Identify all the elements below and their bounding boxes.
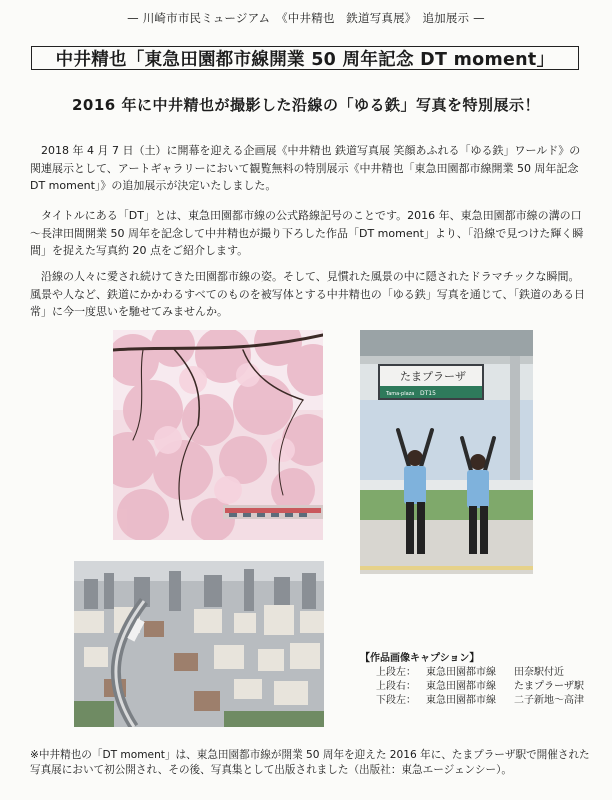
caption-location: 二子新地～高津	[514, 695, 584, 706]
caption-line: 東急田園都市線	[426, 667, 496, 678]
dt-explanation-paragraph: タイトルにある「DT」とは、東急田園都市線の公式路線記号のことです。2016 年、東急田園都市線の溝の口～長津田間開業 50 周年を記念して中井精也が撮り下ろした作品「DT moment」より、「沿線で見つけた輝く瞬間」を捉えた写真約 20 点をご紹介します。	[30, 209, 584, 258]
exhibition-header: — 川崎市市民ミュージアム 《中井精也 鉄道写真展》 追加展示 —	[127, 11, 485, 25]
footnote: ※中井精也の「DT moment」は、東急田園都市線が開業 50 周年を迎えた 2016 年に、たまプラーザ駅で開催された写真展において初公開され、その後、写真集として出版されました（出版社：東急エージェンシー）。	[30, 749, 590, 776]
station-sign-name: たまプラーザ	[400, 370, 466, 383]
caption-title: 【作品画像キャプション】	[360, 653, 480, 664]
station-sign-romaji: Tama-plaza	[386, 391, 415, 397]
caption-row	[360, 680, 600, 694]
caption-line: 東急田園都市線	[426, 695, 496, 706]
page-title: 中井精也「東急田園都市線開業 50 周年記念 DT moment」	[31, 46, 579, 70]
caption-location: たまプラーザ駅	[514, 681, 584, 692]
station-sign-code: DT15	[420, 390, 436, 397]
caption-row	[360, 666, 600, 680]
photo-city-railway-view	[74, 561, 324, 727]
caption-position: 下段左：	[376, 695, 416, 706]
caption-position: 上段左：	[376, 667, 416, 678]
intro-paragraph: 2018 年 4 月 7 日（土）に開幕を迎える企画展《中井精也 鉄道写真展 笑顔あふれる「ゆる鉄」ワールド》の関連展示として、アートギャラリーにおいて観覧無料の特別展示《中井精也「東急田園都市線開業 50 周年記念 DT moment」》の追加展示が決定いたしました。	[30, 144, 581, 193]
photo-caption-block	[360, 652, 600, 708]
caption-line: 東急田園都市線	[426, 681, 496, 692]
photo-cherry-blossoms	[113, 330, 323, 540]
caption-location: 田奈駅付近	[514, 667, 564, 678]
page-subtitle: 2016 年に中井精也が撮影した沿線の「ゆる鉄」写真を特別展示！	[72, 96, 540, 114]
caption-position: 上段右：	[376, 681, 416, 692]
photo-tama-plaza-station	[360, 330, 533, 574]
caption-row	[360, 694, 600, 708]
invitation-paragraph: 沿線の人々に愛され続けてきた田園都市線の姿。そして、見慣れた風景の中に隠されたドラマチックな瞬間。風景や人など、鉄道にかかわるすべてのものを被写体とする中井精也の「ゆる鉄」写真を通じて、「鉄道のある日常」に今一度思いを馳せてみませんか。	[30, 270, 586, 319]
